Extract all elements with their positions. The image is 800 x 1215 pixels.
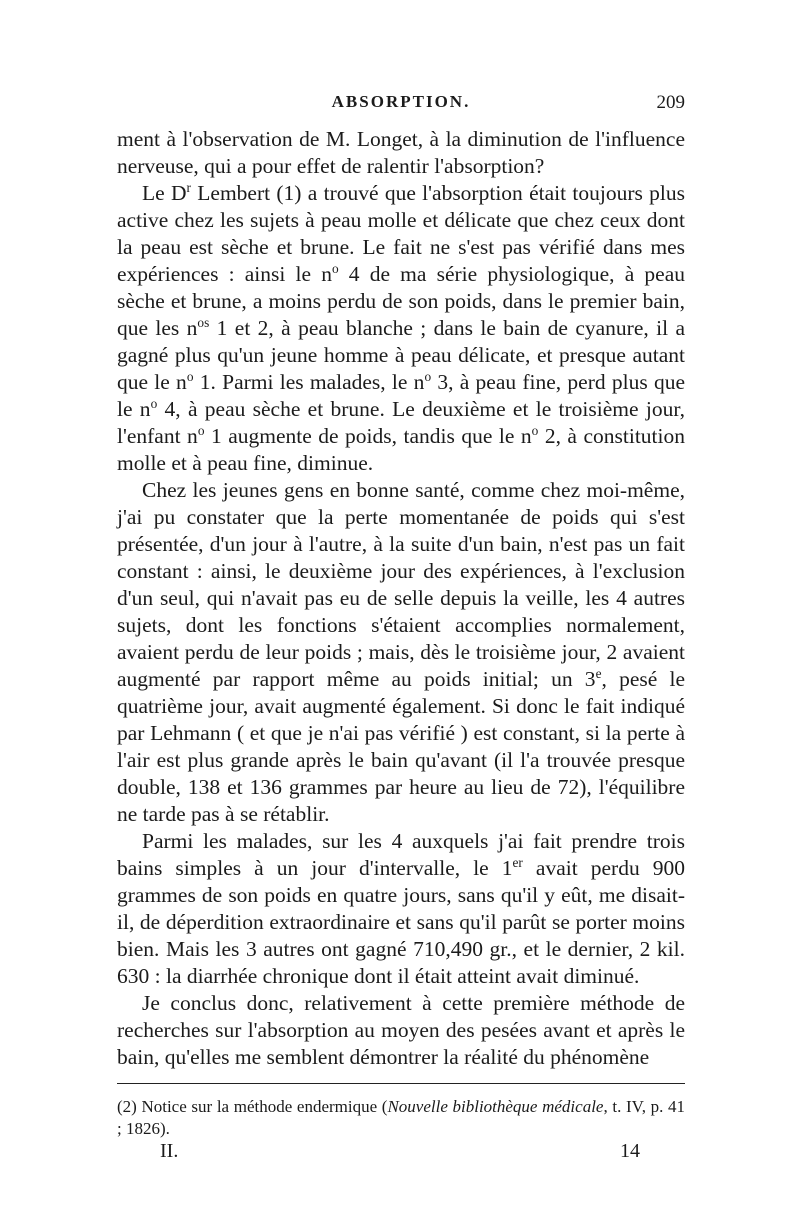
superscript: o <box>186 368 194 384</box>
superscript: e <box>595 665 602 681</box>
superscript: o <box>331 260 339 276</box>
text-run: Lembert (1) a trouvé que l'absorption était toujours plus active chez les sujets à peau molle et délicate que chez ceux dont la peau est sèche et brune. Le fait ne s'est pas vérifié dans mes expériences : ainsi le n <box>117 181 686 286</box>
text-run: Le D <box>142 181 187 205</box>
volume-mark: II. <box>160 1140 179 1162</box>
text-run: 1 et 2, à peau blanche ; dans le bain de cyanure, il a gagné plus qu'un jeune homme à peau délicate, et presque autant que le n <box>117 316 685 394</box>
superscript: o <box>197 422 205 438</box>
paragraph-jeunes-gens <box>117 477 685 828</box>
page-number: 209 <box>656 92 685 113</box>
superscript: o <box>531 422 539 438</box>
text-run: 1. Parmi les malades, le n <box>193 370 425 394</box>
footnote-text: , t. IV, p. 41 ; 1826). <box>117 1097 685 1138</box>
body-text <box>117 126 685 1071</box>
text-run: 2, à constitution molle et à peau fine, diminue. <box>117 424 685 475</box>
text-run: , pesé le quatrième jour, avait augmenté également. Si donc le fait indiqué par Lehmann ( et que je n'ai pas vérifié ) est constant, si la perte à l'air est plus grande après le bain qu'avant (il l'a trouvée presque double, 138 et 136 grammes par heure au lieu de 72), l'équilibre ne tarde pas à se rétablir. <box>117 667 685 826</box>
superscript: r <box>186 179 191 195</box>
footnote-title: Nouvelle bibliothèque médicale <box>387 1097 604 1116</box>
paragraph-text: ment à l'observation de M. Longet, à la diminution de l'influence nerveuse, qui a pour effet de ralentir l'absorption? <box>117 127 685 178</box>
superscript: os <box>197 314 210 330</box>
paragraph-conclusion <box>117 990 685 1071</box>
text-run: 4 de ma série physiologique, à peau sèche et brune, a moins perdu de son poids, dans le premier bain, que les n <box>117 262 686 340</box>
footnote-divider <box>117 1083 685 1084</box>
text-run: 1 augmente de poids, tandis que le n <box>204 424 532 448</box>
paragraph-continuation <box>117 126 685 180</box>
superscript: o <box>424 368 432 384</box>
superscript: o <box>150 395 158 411</box>
paragraph-lembert <box>117 180 685 477</box>
footnote <box>117 1096 685 1140</box>
text-run: Parmi les malades, sur les 4 auxquels j'ai fait prendre trois bains simples à un jour d'intervalle, le 1 <box>117 829 685 880</box>
signature-mark: 14 <box>620 1140 640 1162</box>
signature-line <box>160 1140 640 1166</box>
page-header <box>117 92 685 122</box>
running-head: ABSORPTION. <box>331 92 471 111</box>
footnote-text: (2) Notice sur la méthode endermique ( <box>117 1097 388 1116</box>
text-run: Chez les jeunes gens en bonne santé, comme chez moi-même, j'ai pu constater que la perte momentanée de poids qui s'est présentée, d'un jour à l'autre, à la suite d'un bain, n'est pas un fait constant : ainsi, le deuxième jour des expériences, à l'exclusion d'un seul, qui n'avait pas eu de selle depuis la veille, les 4 autres sujets, dont les fonctions s'étaient accomplies normalement, avaient perdu de leur poids ; mais, dès le troisième jour, 2 avaient augmenté par rapport même au poids initial; un 3 <box>117 478 685 691</box>
text-run: 3, à peau fine, perd plus que le n <box>117 370 685 421</box>
text-run: avait perdu 900 grammes de son poids en quatre jours, sans qu'il y eût, me disait-il, de déperdition extraordinaire et sans qu'il parût se porter moins bien. Mais les 3 autres ont gagné 710,490 gr., et le dernier, 2 kil. 630 : la diarrhée chronique dont il était atteint avait diminué. <box>117 856 685 988</box>
text-run: Je conclus donc, relativement à cette première méthode de recherches sur l'absorption au moyen des pesées avant et après le bain, qu'elles me semblent démontrer la réalité du phénomène <box>117 991 685 1069</box>
superscript: er <box>512 854 523 870</box>
text-run: 4, à peau sèche et brune. Le deuxième et le troisième jour, l'enfant n <box>117 397 685 448</box>
paragraph-malades <box>117 828 685 990</box>
